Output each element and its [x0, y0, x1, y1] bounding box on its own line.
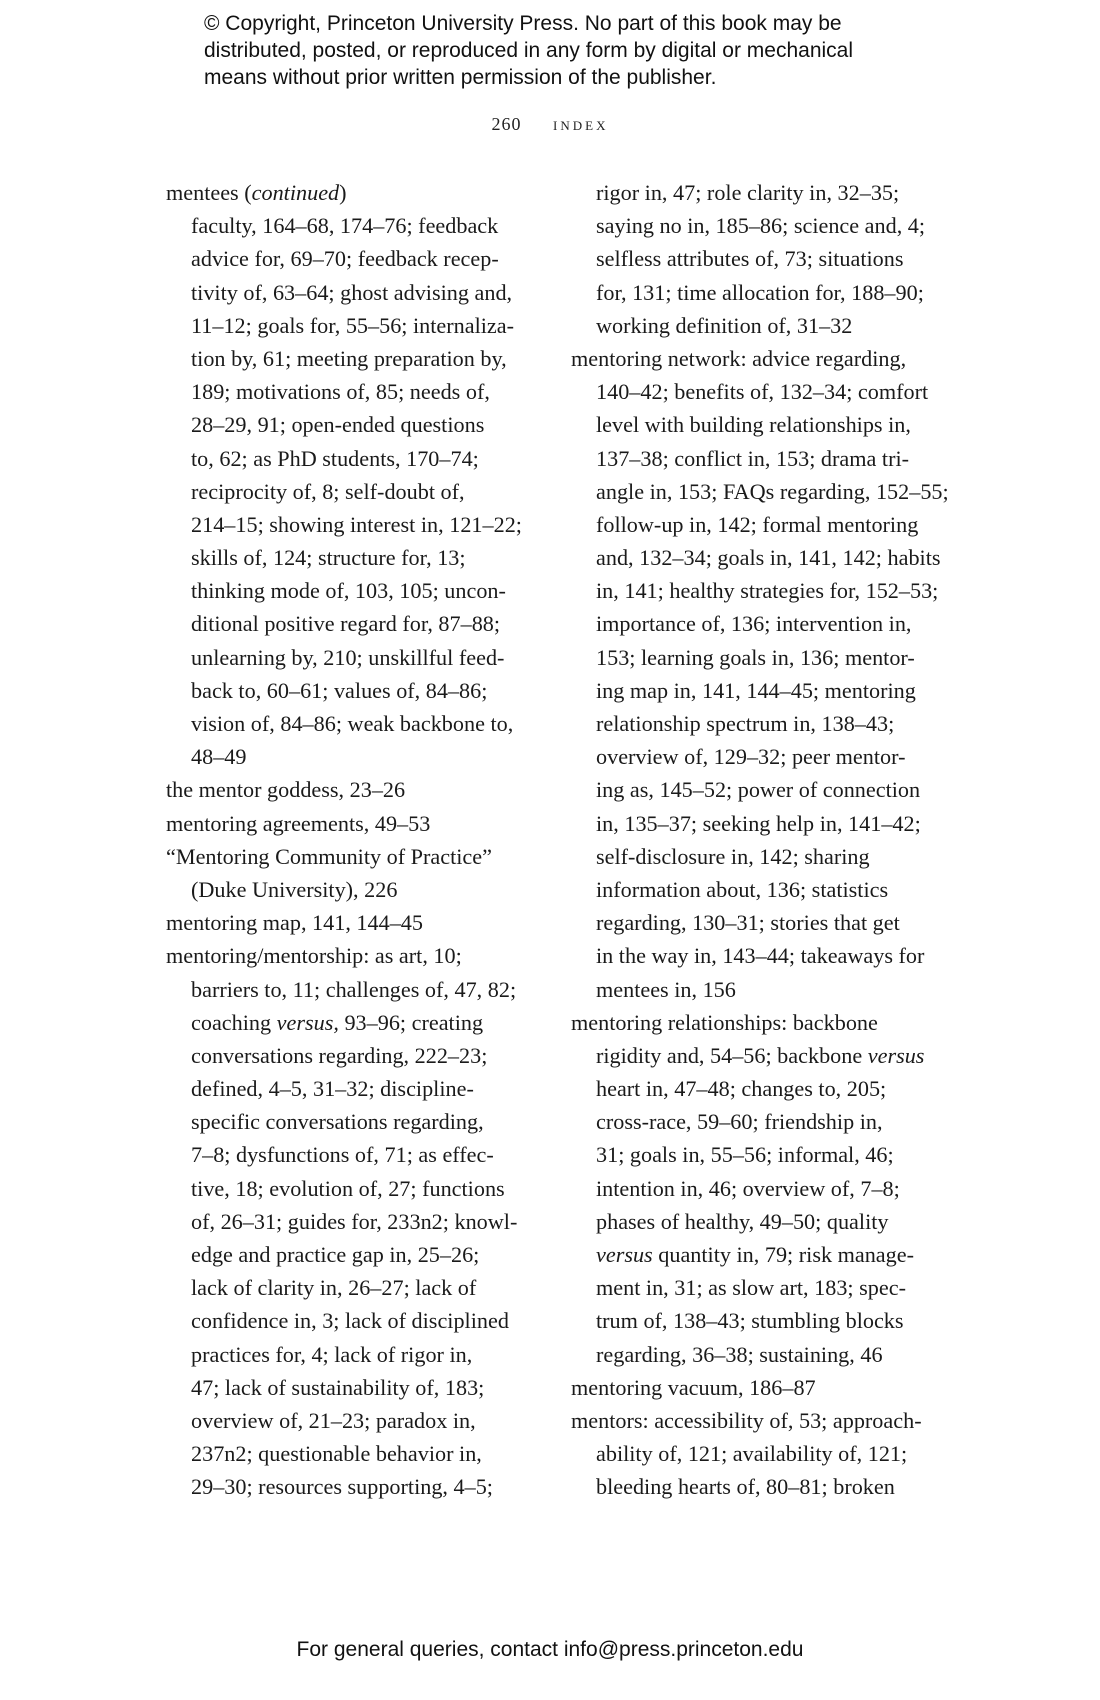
index-entry-subline: 140–42; benefits of, 132–34; comfort — [596, 379, 929, 405]
index-entry-subline: overview of, 129–32; peer mentor- — [596, 744, 906, 770]
index-entry-subline: lack of clarity in, 26–27; lack of — [191, 1275, 477, 1301]
index-entry-subline: ability of, 121; availability of, 121; — [596, 1441, 908, 1467]
index-entry-heading: mentoring relationships: backbone — [571, 1009, 878, 1035]
running-head — [0, 114, 1100, 135]
index-entry-subline: ditional positive regard for, 87–88; — [191, 611, 501, 637]
index-entry-subline: in, 135–37; seeking help in, 141–42; — [596, 810, 921, 836]
index-entry-subline: 48–49 — [191, 744, 247, 770]
index-entry-subline: reciprocity of, 8; self-doubt of, — [191, 478, 465, 504]
index-entry-subline: defined, 4–5, 31–32; discipline- — [191, 1076, 474, 1102]
index-entry-subline: trum of, 138–43; stumbling blocks — [596, 1308, 904, 1334]
index-entry-subline: for, 131; time allocation for, 188–90; — [596, 279, 924, 305]
index-entry-subline: selfless attributes of, 73; situations — [596, 246, 904, 272]
index-entry-subline: specific conversations regarding, — [191, 1109, 484, 1135]
index-entry-subline: vision of, 84–86; weak backbone to, — [191, 711, 514, 736]
index-entry-subline: and, 132–34; goals in, 141, 142; habits — [596, 545, 941, 571]
index-entry-subline: skills of, 124; structure for, 13; — [191, 545, 466, 571]
index-entry-subline: ment in, 31; as slow art, 183; spec- — [596, 1275, 906, 1301]
footer-contact: For general queries, contact info@press.princeton.edu — [296, 1638, 804, 1661]
index-entry-subline: of, 26–31; guides for, 233n2; knowl- — [191, 1208, 518, 1234]
index-entry-subline: 29–30; resources supporting, 4–5; — [191, 1474, 493, 1500]
index-entry-subline: ing as, 145–52; power of connection — [596, 777, 921, 803]
index-entry-subline: importance of, 136; intervention in, — [596, 611, 912, 637]
index-entry-subline: 11–12; goals for, 55–56; internaliza- — [191, 312, 515, 338]
index-entry-subline: 31; goals in, 55–56; informal, 46; — [596, 1142, 894, 1168]
index-entry-subline: (Duke University), 226 — [191, 876, 398, 902]
index-entry-subline: level with building relationships in, — [596, 412, 911, 438]
index-entry-subline: regarding, 130–31; stories that get — [596, 910, 900, 936]
index-entry-subline: practices for, 4; lack of rigor in, — [191, 1341, 473, 1367]
index-entry-subline: thinking mode of, 103, 105; uncon- — [191, 578, 506, 604]
index-entry-subline: 28–29, 91; open-ended questions — [191, 412, 485, 438]
index-entry-subline: 47; lack of sustainability of, 183; — [191, 1374, 485, 1400]
index-entry-subline: relationship spectrum in, 138–43; — [596, 711, 895, 736]
index-entry-subline: bleeding hearts of, 80–81; broken — [596, 1474, 895, 1500]
index-entry-subline: rigidity and, 54–56; backbone versus — [596, 1042, 925, 1068]
index-entry-subline: regarding, 36–38; sustaining, 46 — [596, 1341, 883, 1367]
index-entry-heading: mentees (continued) — [166, 180, 347, 205]
index-entry-subline: tivity of, 63–64; ghost advising and, — [191, 279, 513, 305]
index-entry-subline: 137–38; conflict in, 153; drama tri- — [596, 445, 910, 471]
index-entry-subline: working definition of, 31–32 — [596, 312, 853, 338]
copyright-notice — [204, 10, 924, 91]
index-entry-subline: versus quantity in, 79; risk manage- — [596, 1242, 914, 1267]
copyright-line: means without prior written permission of the publisher. — [204, 66, 717, 89]
index-entry-subline: faculty, 164–68, 174–76; feedback — [191, 213, 499, 239]
index-entry-subline: heart in, 47–48; changes to, 205; — [596, 1076, 887, 1102]
index-entry-subline: ing map in, 141, 144–45; mentoring — [596, 677, 916, 703]
index-entry-subline: 153; learning goals in, 136; mentor- — [596, 644, 915, 670]
index-entry-heading: mentoring vacuum, 186–87 — [571, 1374, 816, 1400]
index-entry-heading: mentoring agreements, 49–53 — [166, 810, 431, 836]
index-entry-subline: phases of healthy, 49–50; quality — [596, 1208, 889, 1234]
copyright-line: distributed, posted, or reproduced in any form by digital or mechanical — [204, 39, 854, 62]
index-entry-subline: overview of, 21–23; paradox in, — [191, 1407, 476, 1433]
index-entry-subline: tion by, 61; meeting preparation by, — [191, 345, 507, 371]
index-column-right — [571, 176, 951, 1504]
page-number: 260 — [491, 114, 522, 134]
index-entry-subline: coaching versus, 93–96; creating — [191, 1009, 484, 1035]
index-entry-subline: saying no in, 185–86; science and, 4; — [596, 213, 926, 239]
index-column-left — [166, 176, 546, 1504]
copyright-line: © Copyright, Princeton University Press. No part of this book may be — [204, 12, 842, 35]
index-entry-subline: follow-up in, 142; formal mentoring — [596, 511, 919, 537]
index-entry-subline: tive, 18; evolution of, 27; functions — [191, 1175, 505, 1201]
index-entry-subline: barriers to, 11; challenges of, 47, 82; — [191, 976, 517, 1002]
index-entry-subline: to, 62; as PhD students, 170–74; — [191, 445, 479, 471]
index-entry-subline: unlearning by, 210; unskillful feed- — [191, 644, 505, 670]
index-entry-subline: angle in, 153; FAQs regarding, 152–55; — [596, 478, 949, 504]
index-entry-subline: conversations regarding, 222–23; — [191, 1042, 488, 1068]
index-entry-subline: in, 141; healthy strategies for, 152–53; — [596, 578, 939, 604]
index-entry-subline: self-disclosure in, 142; sharing — [596, 843, 870, 869]
index-entry-subline: advice for, 69–70; feedback recep- — [191, 246, 499, 272]
index-entry-heading: “Mentoring Community of Practice” — [166, 843, 492, 869]
index-entry-subline: information about, 136; statistics — [596, 876, 889, 902]
index-entry-heading: mentoring network: advice regarding, — [571, 345, 907, 371]
index-entry-heading: mentoring map, 141, 144–45 — [166, 910, 423, 936]
index-entry-subline: in the way in, 143–44; takeaways for — [596, 943, 925, 969]
index-entry-subline: confidence in, 3; lack of disciplined — [191, 1308, 509, 1334]
index-entry-heading: mentors: accessibility of, 53; approach- — [571, 1407, 922, 1433]
index-entry-subline: cross-race, 59–60; friendship in, — [596, 1109, 883, 1135]
index-entry-subline: 7–8; dysfunctions of, 71; as effec- — [191, 1142, 494, 1168]
index-entry-subline: back to, 60–61; values of, 84–86; — [191, 677, 488, 703]
index-entry-subline: 189; motivations of, 85; needs of, — [191, 379, 490, 405]
index-entry-subline: rigor in, 47; role clarity in, 32–35; — [596, 180, 900, 205]
index-entry-subline: intention in, 46; overview of, 7–8; — [596, 1175, 900, 1201]
index-entry-subline: mentees in, 156 — [596, 976, 736, 1002]
section-title: index — [553, 114, 609, 134]
index-entry-heading: mentoring/mentorship: as art, 10; — [166, 943, 462, 969]
index-entry-subline: edge and practice gap in, 25–26; — [191, 1242, 480, 1267]
index-entry-heading: the mentor goddess, 23–26 — [166, 777, 406, 803]
index-entry-subline: 214–15; showing interest in, 121–22; — [191, 511, 522, 537]
index-entry-subline: 237n2; questionable behavior in, — [191, 1441, 482, 1467]
